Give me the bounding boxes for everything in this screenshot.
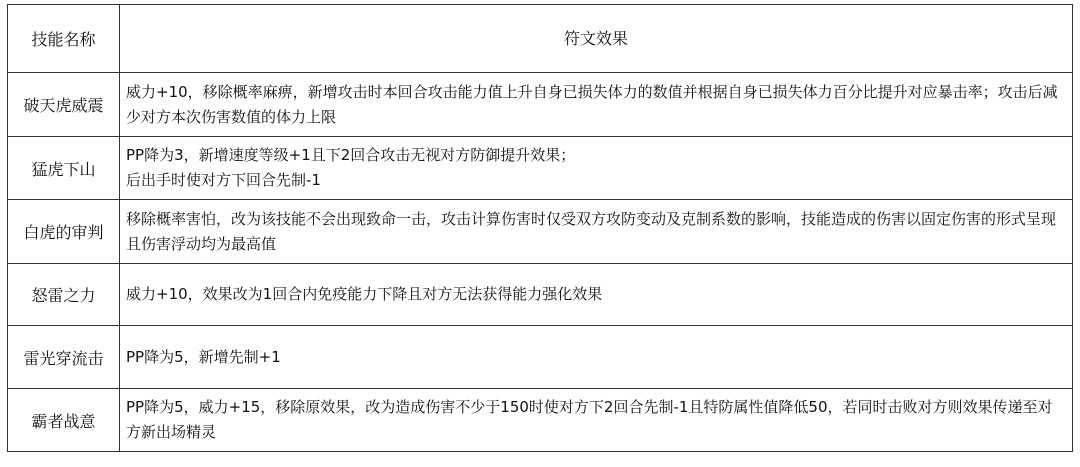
rune-effect-cell: 威力+10，移除概率麻痹，新增攻击时本回合攻击能力值上升自身已损失体力的数值并根据自身已损失体力百分比提升对应暴击率；攻击后减少对方本次伤害数值的体力上限: [120, 73, 1073, 137]
skill-name-cell: 霸者战意: [8, 389, 120, 452]
rune-effect-cell: PP降为5，新增先制+1: [120, 326, 1073, 389]
table-row: [8, 137, 1073, 200]
rune-effect-cell: [120, 137, 1073, 200]
rune-effect-cell: PP降为5，威力+15，移除原效果，改为造成伤害不少于150时使对方下2回合先制-1且特防属性值降低50，若同时击败对方则效果传递至对方新出场精灵: [120, 389, 1073, 452]
table-row: [8, 326, 1073, 389]
skill-name-cell: 白虎的审判: [8, 200, 120, 264]
skill-name-cell: 猛虎下山: [8, 137, 120, 200]
rune-effect-cell: 移除概率害怕，改为该技能不会出现致命一击，攻击计算伤害时仅受双方攻防变动及克制系数的影响，技能造成的伤害以固定伤害的形式呈现且伤害浮动均为最高值: [120, 200, 1073, 264]
table-row: [8, 200, 1073, 264]
rune-effect-table: [7, 4, 1073, 452]
rune-effect-cell: 威力+10，效果改为1回合内免疫能力下降且对方无法获得能力强化效果: [120, 264, 1073, 326]
rune-effect-line: 后出手时使对方下回合先制-1: [126, 171, 321, 189]
table-row: [8, 389, 1073, 452]
header-rune-effect: 符文效果: [120, 5, 1073, 73]
table-row: [8, 73, 1073, 137]
skill-name-cell: 破天虎威震: [8, 73, 120, 137]
table-row: [8, 264, 1073, 326]
skill-name-cell: 怒雷之力: [8, 264, 120, 326]
skill-name-cell: 雷光穿流击: [8, 326, 120, 389]
header-skill-name: 技能名称: [8, 5, 120, 73]
rune-effect-line: PP降为3，新增速度等级+1且下2回合攻击无视对方防御提升效果；: [126, 146, 576, 164]
table-header-row: [8, 5, 1073, 73]
